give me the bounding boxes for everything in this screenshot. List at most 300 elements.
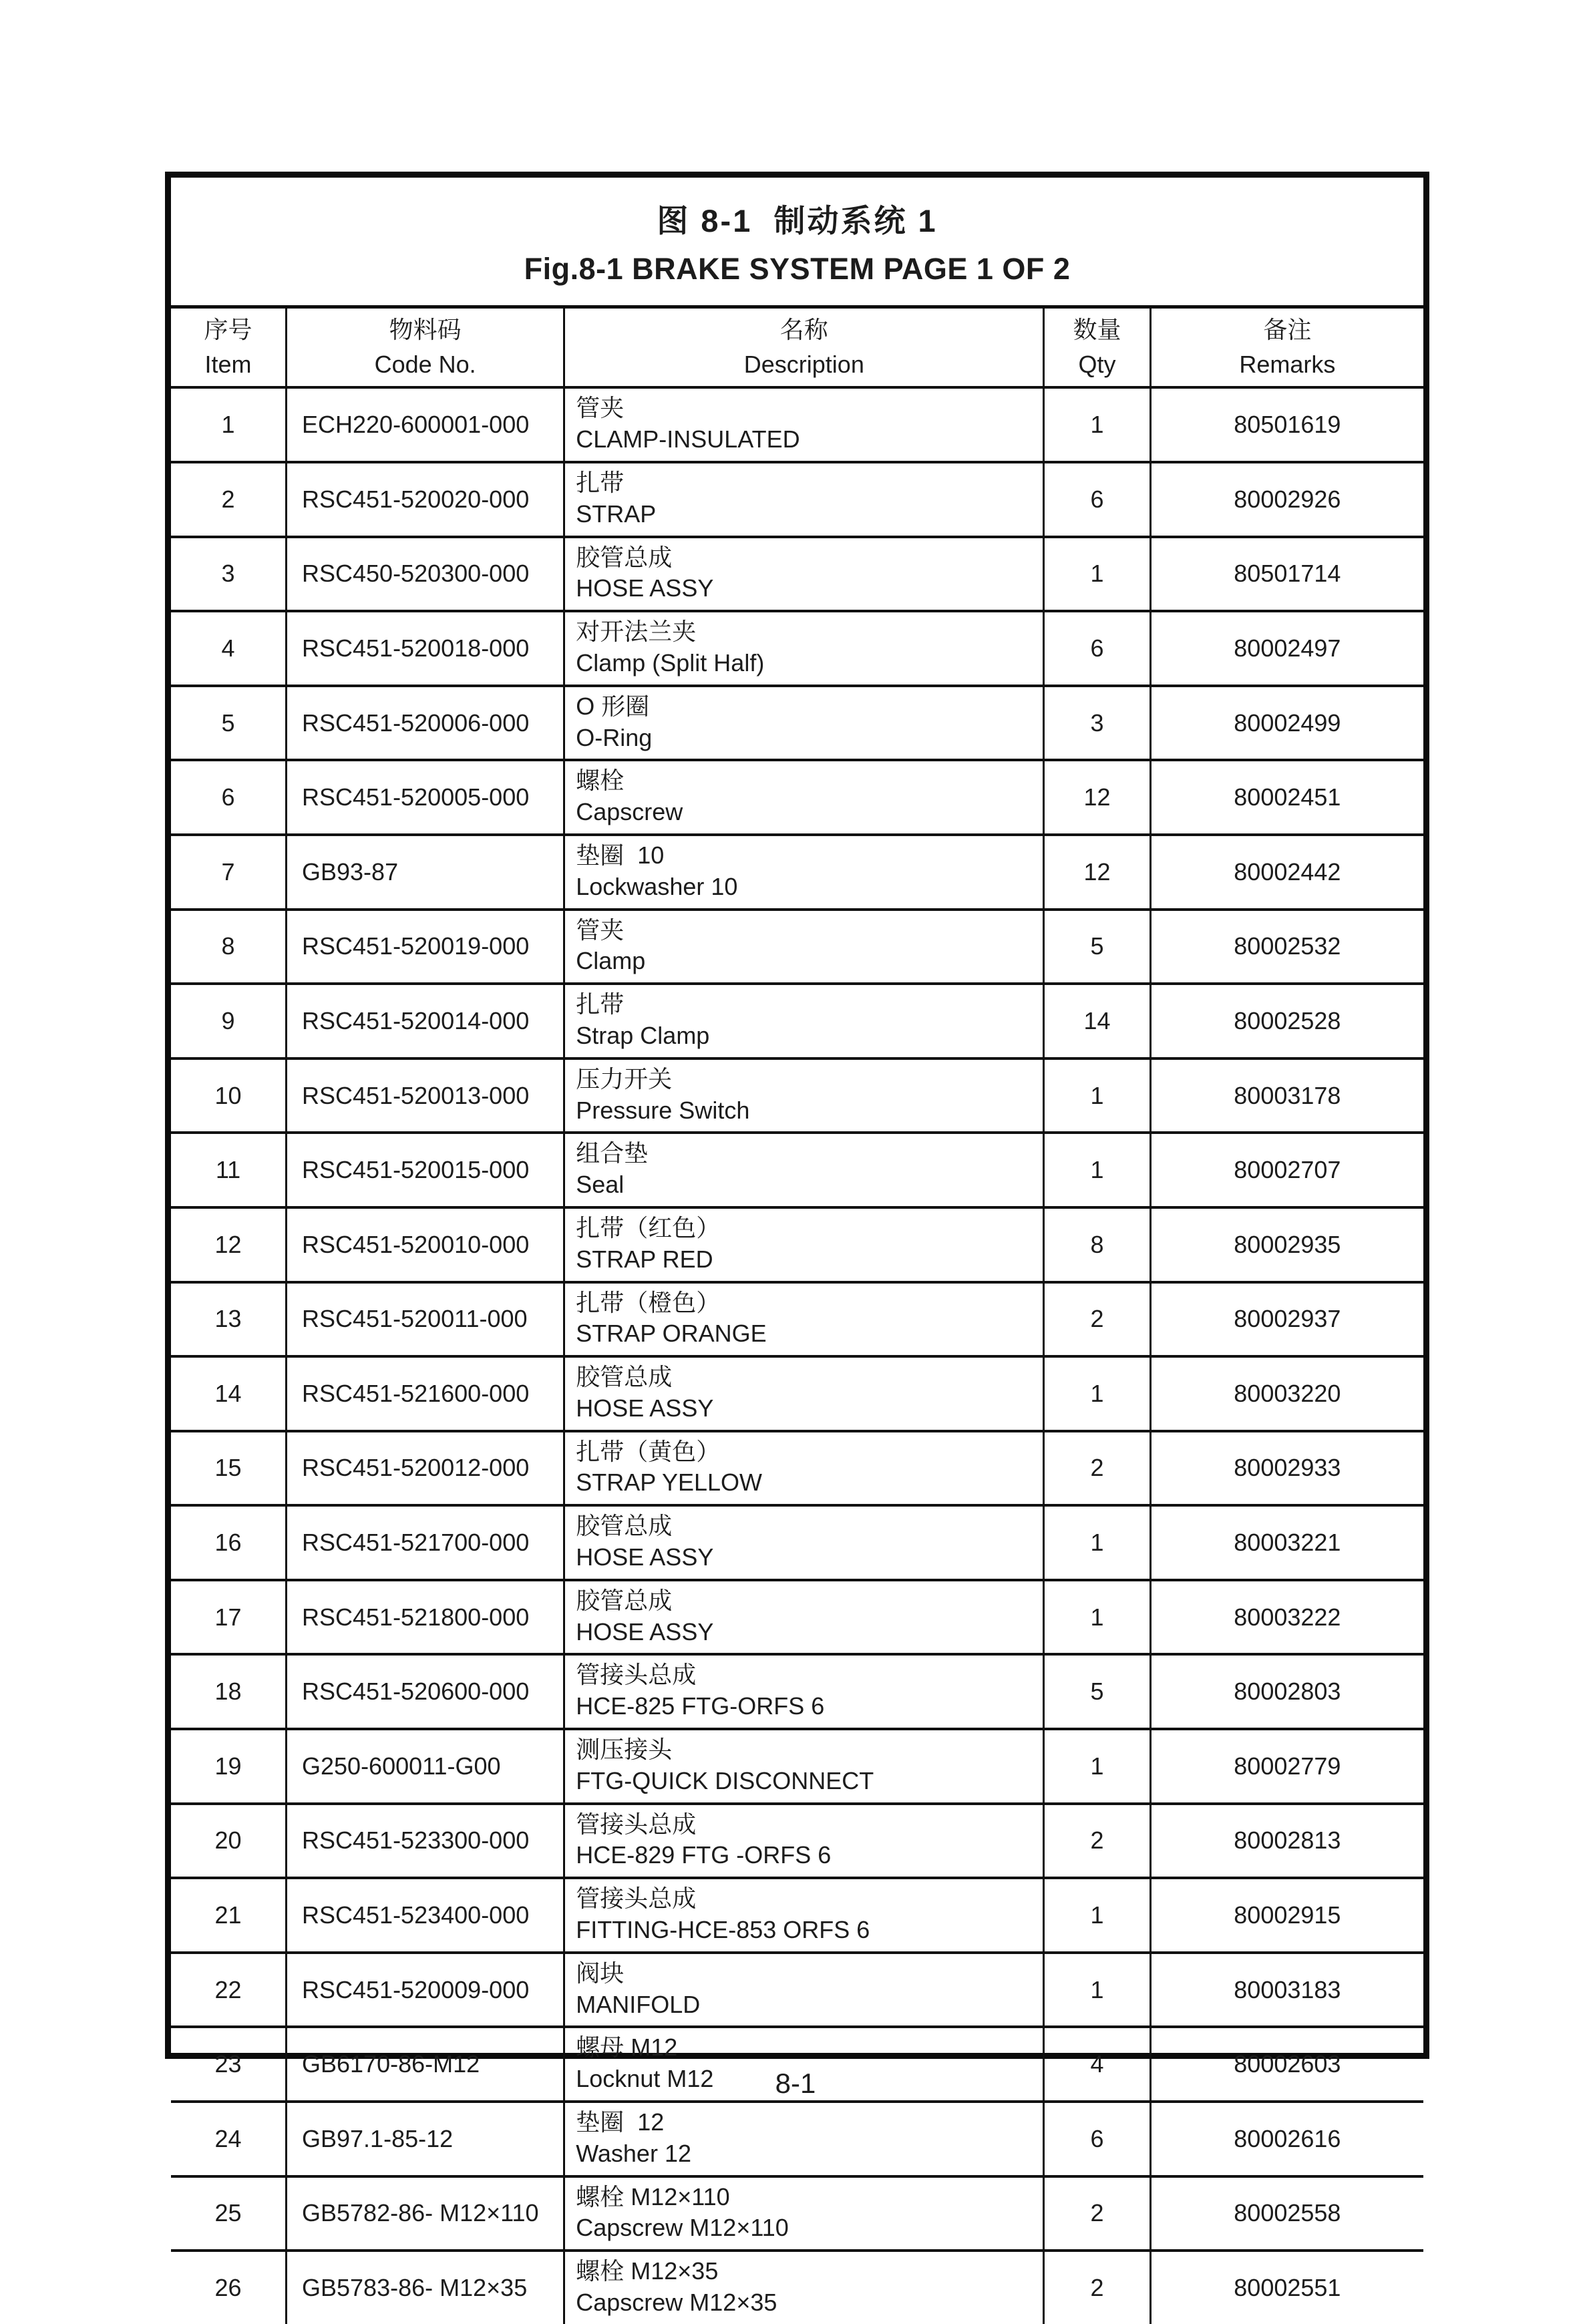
cell-qty <box>1044 760 1150 835</box>
cell-code-no <box>287 2176 564 2251</box>
qty-value: 1 <box>1090 411 1104 439</box>
cell-code-no <box>287 1654 564 1729</box>
description-english: HCE-829 FTG -ORFS 6 <box>576 1841 832 1869</box>
description-english: Clamp <box>576 947 646 975</box>
qty-value: 6 <box>1090 2124 1104 2152</box>
remarks-value: 80003178 <box>1234 1081 1341 1109</box>
cell-code-no <box>287 1058 564 1133</box>
description-english: HOSE ASSY <box>576 1394 714 1422</box>
qty-value: 2 <box>1090 1454 1104 1482</box>
cell-item-number <box>171 1953 287 2027</box>
code-no: RSC451-520011-000 <box>302 1305 528 1333</box>
cell-qty <box>1044 1953 1150 2027</box>
cell-item-number <box>171 1654 287 1729</box>
cell-description <box>564 686 1044 761</box>
cell-remarks <box>1150 1729 1423 1804</box>
item-number: 7 <box>221 857 235 886</box>
code-no: RSC450-520300-000 <box>302 560 530 588</box>
table-row <box>171 1133 1423 1207</box>
qty-value: 1 <box>1090 1603 1104 1631</box>
table-row <box>171 1580 1423 1655</box>
header-description <box>564 309 1044 387</box>
cell-description <box>564 1505 1044 1580</box>
header-row <box>171 309 1423 387</box>
table-row <box>171 686 1423 761</box>
description-english: STRAP <box>576 500 657 528</box>
cell-qty <box>1044 537 1150 612</box>
cell-description <box>564 611 1044 686</box>
cell-code-no <box>287 611 564 686</box>
parts-table-header <box>171 309 1423 387</box>
code-no: RSC451-520010-000 <box>302 1230 530 1258</box>
description-english: STRAP ORANGE <box>576 1320 767 1348</box>
description-chinese: 管接头总成 <box>576 1885 697 1913</box>
cell-item-number <box>171 1580 287 1655</box>
cell-qty <box>1044 1207 1150 1282</box>
code-no: ECH220-600001-000 <box>302 411 530 439</box>
cell-qty <box>1044 2102 1150 2176</box>
cell-remarks <box>1150 1133 1423 1207</box>
cell-code-no <box>287 1133 564 1207</box>
cell-item-number <box>171 462 287 537</box>
code-no: RSC451-520005-000 <box>302 783 530 811</box>
code-no: RSC451-520019-000 <box>302 932 530 960</box>
item-number: 1 <box>221 411 235 439</box>
cell-description <box>564 1654 1044 1729</box>
description-english: Capscrew <box>576 798 683 826</box>
cell-remarks <box>1150 2102 1423 2176</box>
code-no: GB93-87 <box>302 857 399 886</box>
cell-qty <box>1044 1356 1150 1431</box>
code-no: RSC451-523400-000 <box>302 1901 530 1929</box>
cell-description <box>564 1878 1044 1953</box>
cell-remarks <box>1150 1431 1423 1506</box>
header-description-en: Description <box>743 351 864 379</box>
item-number: 21 <box>214 1901 242 1929</box>
item-number: 3 <box>221 560 235 588</box>
cell-qty <box>1044 387 1150 462</box>
cell-qty <box>1044 984 1150 1058</box>
item-number: 6 <box>221 783 235 811</box>
qty-value: 2 <box>1090 1826 1104 1855</box>
qty-value: 5 <box>1090 1678 1104 1706</box>
cell-item-number <box>171 1207 287 1282</box>
cell-qty <box>1044 1804 1150 1879</box>
cell-remarks <box>1150 1878 1423 1953</box>
description-english: HOSE ASSY <box>576 1543 714 1571</box>
item-number: 20 <box>214 1826 242 1855</box>
cell-description <box>564 387 1044 462</box>
header-code-en: Code No. <box>374 351 476 379</box>
description-chinese: 扎带 <box>576 468 625 496</box>
table-row <box>171 2102 1423 2176</box>
table-row <box>171 1804 1423 1879</box>
qty-value: 3 <box>1090 709 1104 737</box>
cell-code-no <box>287 1505 564 1580</box>
cell-item-number <box>171 1133 287 1207</box>
description-english: STRAP RED <box>576 1245 713 1273</box>
item-number: 13 <box>214 1305 242 1333</box>
qty-value: 1 <box>1090 1975 1104 2003</box>
description-chinese: 阀块 <box>576 1959 625 1987</box>
table-row <box>171 1431 1423 1506</box>
cell-qty <box>1044 1878 1150 1953</box>
cell-item-number <box>171 1804 287 1879</box>
description-english: O-Ring <box>576 723 653 751</box>
remarks-value: 80003183 <box>1234 1975 1341 2003</box>
description-english: Washer 12 <box>576 2139 691 2167</box>
header-remarks-zh: 备注 <box>1263 316 1312 343</box>
cell-qty <box>1044 1580 1150 1655</box>
item-number: 10 <box>214 1081 242 1109</box>
qty-value: 1 <box>1090 1752 1104 1780</box>
qty-value: 12 <box>1083 783 1111 811</box>
cell-item-number <box>171 2176 287 2251</box>
remarks-value: 80003222 <box>1234 1603 1341 1631</box>
cell-remarks <box>1150 611 1423 686</box>
header-description-zh: 名称 <box>779 316 828 343</box>
description-english: MANIFOLD <box>576 1990 701 2018</box>
item-number: 25 <box>214 2199 242 2227</box>
code-no: RSC451-523300-000 <box>302 1826 530 1855</box>
remarks-value: 80002497 <box>1234 634 1341 662</box>
cell-item-number <box>171 537 287 612</box>
cell-description <box>564 537 1044 612</box>
description-english: Clamp (Split Half) <box>576 648 765 676</box>
header-qty-zh: 数量 <box>1073 316 1121 343</box>
item-number: 4 <box>221 634 235 662</box>
cell-remarks <box>1150 1953 1423 2027</box>
qty-value: 1 <box>1090 1081 1104 1109</box>
remarks-value: 80002616 <box>1234 2124 1341 2152</box>
description-chinese: 管接头总成 <box>576 1661 697 1689</box>
description-chinese: 胶管总成 <box>576 1586 673 1614</box>
cell-remarks <box>1150 1505 1423 1580</box>
table-row <box>171 984 1423 1058</box>
cell-code-no <box>287 387 564 462</box>
description-chinese: 管夹 <box>576 394 625 422</box>
cell-qty <box>1044 462 1150 537</box>
code-no: RSC451-520015-000 <box>302 1156 530 1184</box>
cell-code-no <box>287 1804 564 1879</box>
table-row <box>171 2176 1423 2251</box>
figure-title-english: Fig.8-1 BRAKE SYSTEM PAGE 1 OF 2 <box>524 252 1071 286</box>
code-no: RSC451-520600-000 <box>302 1678 530 1706</box>
item-number: 23 <box>214 2050 242 2078</box>
cell-qty <box>1044 1505 1150 1580</box>
table-row <box>171 387 1423 462</box>
cell-remarks <box>1150 910 1423 984</box>
cell-item-number <box>171 835 287 910</box>
cell-remarks <box>1150 984 1423 1058</box>
cell-qty <box>1044 1058 1150 1133</box>
description-chinese: 垫圈 10 <box>576 841 665 869</box>
qty-value: 1 <box>1090 560 1104 588</box>
code-no: RSC451-520009-000 <box>302 1975 530 2003</box>
cell-item-number <box>171 1282 287 1357</box>
cell-description <box>564 1804 1044 1879</box>
cell-code-no <box>287 686 564 761</box>
description-chinese: 组合垫 <box>576 1139 649 1167</box>
description-english: Capscrew M12×110 <box>576 2214 789 2242</box>
cell-code-no <box>287 2251 564 2324</box>
code-no: RSC451-521700-000 <box>302 1529 530 1557</box>
code-no: G250-600011-G00 <box>302 1752 501 1780</box>
cell-code-no <box>287 1282 564 1357</box>
cell-code-no <box>287 1431 564 1506</box>
cell-code-no <box>287 1729 564 1804</box>
code-no: GB5783-86- M12×35 <box>302 2274 528 2302</box>
cell-qty <box>1044 1654 1150 1729</box>
header-item-zh: 序号 <box>204 316 252 343</box>
cell-code-no <box>287 984 564 1058</box>
cell-code-no <box>287 910 564 984</box>
description-chinese: 测压接头 <box>576 1736 673 1764</box>
item-number: 11 <box>215 1156 241 1184</box>
remarks-value: 80003221 <box>1234 1529 1341 1557</box>
description-english: HOSE ASSY <box>576 574 714 602</box>
cell-item-number <box>171 984 287 1058</box>
remarks-value: 80002532 <box>1234 932 1341 960</box>
remarks-value: 80002779 <box>1234 1752 1341 1780</box>
qty-value: 2 <box>1090 2274 1104 2302</box>
cell-item-number <box>171 1058 287 1133</box>
item-number: 5 <box>221 709 235 737</box>
qty-value: 6 <box>1090 634 1104 662</box>
cell-remarks <box>1150 462 1423 537</box>
table-row <box>171 910 1423 984</box>
remarks-value: 80002442 <box>1234 857 1341 886</box>
cell-remarks <box>1150 1058 1423 1133</box>
table-row <box>171 611 1423 686</box>
remarks-value: 80002551 <box>1234 2274 1341 2302</box>
code-no: GB5782-86- M12×110 <box>302 2199 539 2227</box>
remarks-value: 80002603 <box>1234 2050 1341 2078</box>
cell-qty <box>1044 910 1150 984</box>
description-chinese: 胶管总成 <box>576 1363 673 1391</box>
table-row <box>171 1282 1423 1357</box>
qty-value: 6 <box>1090 485 1104 513</box>
description-english: HOSE ASSY <box>576 1617 714 1645</box>
description-chinese: 管接头总成 <box>576 1810 697 1838</box>
header-qty <box>1044 309 1150 387</box>
description-english: STRAP YELLOW <box>576 1469 763 1497</box>
cell-item-number <box>171 910 287 984</box>
cell-description <box>564 2102 1044 2176</box>
cell-item-number <box>171 387 287 462</box>
item-number: 22 <box>214 1975 242 2003</box>
qty-value: 1 <box>1090 1901 1104 1929</box>
cell-code-no <box>287 760 564 835</box>
description-chinese: 螺栓 M12×110 <box>576 2182 730 2210</box>
table-row <box>171 1058 1423 1133</box>
qty-value: 12 <box>1083 857 1111 886</box>
cell-qty <box>1044 611 1150 686</box>
table-row <box>171 1729 1423 1804</box>
remarks-value: 80002926 <box>1234 485 1341 513</box>
cell-description <box>564 1729 1044 1804</box>
description-chinese: 压力开关 <box>576 1064 673 1093</box>
description-english: HCE-825 FTG-ORFS 6 <box>576 1692 825 1720</box>
parts-table <box>171 309 1423 2324</box>
description-english: FITTING-HCE-853 ORFS 6 <box>576 1916 870 1944</box>
cell-code-no <box>287 537 564 612</box>
item-number: 18 <box>214 1678 242 1706</box>
table-row <box>171 1654 1423 1729</box>
code-no: GB97.1-85-12 <box>302 2124 454 2152</box>
code-no: RSC451-520014-000 <box>302 1006 530 1034</box>
remarks-value: 80002499 <box>1234 709 1341 737</box>
table-row <box>171 1505 1423 1580</box>
remarks-value: 80501714 <box>1234 560 1341 588</box>
cell-description <box>564 1133 1044 1207</box>
cell-qty <box>1044 2176 1150 2251</box>
qty-value: 5 <box>1090 932 1104 960</box>
code-no: RSC451-521800-000 <box>302 1603 530 1631</box>
table-row <box>171 1207 1423 1282</box>
table-row <box>171 1356 1423 1431</box>
remarks-value: 80002933 <box>1234 1454 1341 1482</box>
remarks-value: 80002813 <box>1234 1826 1341 1855</box>
cell-item-number <box>171 2102 287 2176</box>
description-english: Capscrew M12×35 <box>576 2289 777 2317</box>
cell-qty <box>1044 1729 1150 1804</box>
item-number: 17 <box>214 1603 242 1631</box>
cell-description <box>564 1058 1044 1133</box>
header-item <box>171 309 287 387</box>
qty-value: 1 <box>1090 1529 1104 1557</box>
cell-description <box>564 760 1044 835</box>
cell-qty <box>1044 1282 1150 1357</box>
qty-value: 1 <box>1090 1156 1104 1184</box>
qty-value: 1 <box>1090 1379 1104 1407</box>
cell-item-number <box>171 1505 287 1580</box>
table-row <box>171 1953 1423 2027</box>
cell-remarks <box>1150 1282 1423 1357</box>
description-english: Locknut M12 <box>576 2065 714 2093</box>
qty-value: 8 <box>1090 1230 1104 1258</box>
cell-remarks <box>1150 1654 1423 1729</box>
cell-code-no <box>287 1878 564 1953</box>
header-code-zh: 物料码 <box>389 316 462 343</box>
header-remarks-en: Remarks <box>1239 351 1336 379</box>
table-row <box>171 537 1423 612</box>
item-number: 16 <box>214 1529 242 1557</box>
cell-code-no <box>287 1580 564 1655</box>
description-english: Lockwasher 10 <box>576 872 738 900</box>
remarks-value: 80002937 <box>1234 1305 1341 1333</box>
description-english: FTG-QUICK DISCONNECT <box>576 1766 874 1794</box>
description-chinese: O 形圈 <box>576 692 650 720</box>
cell-code-no <box>287 1953 564 2027</box>
cell-code-no <box>287 835 564 910</box>
qty-value: 2 <box>1090 1305 1104 1333</box>
cell-item-number <box>171 1356 287 1431</box>
remarks-value: 80002558 <box>1234 2199 1341 2227</box>
cell-description <box>564 835 1044 910</box>
cell-remarks <box>1150 2251 1423 2324</box>
item-number: 9 <box>221 1006 235 1034</box>
cell-remarks <box>1150 686 1423 761</box>
cell-code-no <box>287 462 564 537</box>
cell-description <box>564 1431 1044 1506</box>
cell-qty <box>1044 835 1150 910</box>
table-row <box>171 835 1423 910</box>
description-chinese: 扎带（黄色） <box>576 1437 721 1465</box>
description-chinese: 胶管总成 <box>576 1512 673 1540</box>
description-chinese: 扎带（红色） <box>576 1213 721 1241</box>
code-no: RSC451-520020-000 <box>302 485 530 513</box>
cell-item-number <box>171 686 287 761</box>
cell-item-number <box>171 1878 287 1953</box>
qty-value: 4 <box>1090 2050 1104 2078</box>
remarks-value: 80002935 <box>1234 1230 1341 1258</box>
cell-description <box>564 2251 1044 2324</box>
item-number: 8 <box>221 932 235 960</box>
qty-value: 14 <box>1083 1006 1111 1034</box>
description-english: CLAMP-INSULATED <box>576 425 800 453</box>
cell-description <box>564 910 1044 984</box>
cell-description <box>564 1356 1044 1431</box>
description-chinese: 扎带（橙色） <box>576 1288 721 1316</box>
description-chinese: 螺栓 M12×35 <box>576 2257 719 2285</box>
cell-code-no <box>287 1356 564 1431</box>
header-item-en: Item <box>204 351 252 379</box>
cell-item-number <box>171 611 287 686</box>
cell-description <box>564 1953 1044 2027</box>
table-row <box>171 462 1423 537</box>
cell-remarks <box>1150 760 1423 835</box>
description-english: Seal <box>576 1171 625 1199</box>
cell-code-no <box>287 1207 564 1282</box>
description-chinese: 扎带 <box>576 990 625 1018</box>
code-no: RSC451-520006-000 <box>302 709 530 737</box>
item-number: 24 <box>214 2124 242 2152</box>
item-number: 15 <box>214 1454 242 1482</box>
remarks-value: 80501619 <box>1234 411 1341 439</box>
cell-description <box>564 984 1044 1058</box>
cell-qty <box>1044 2251 1150 2324</box>
cell-description <box>564 1207 1044 1282</box>
item-number: 12 <box>214 1230 242 1258</box>
cell-remarks <box>1150 1804 1423 1879</box>
cell-remarks <box>1150 1356 1423 1431</box>
description-chinese: 管夹 <box>576 916 625 944</box>
description-english: Pressure Switch <box>576 1096 750 1124</box>
parts-table-body <box>171 387 1423 2323</box>
cell-code-no <box>287 2102 564 2176</box>
cell-item-number <box>171 2251 287 2324</box>
remarks-value: 80002528 <box>1234 1006 1341 1034</box>
parts-list-frame <box>165 172 1429 2317</box>
cell-remarks <box>1150 2176 1423 2251</box>
code-no: RSC451-520018-000 <box>302 634 530 662</box>
remarks-value: 80002803 <box>1234 1678 1341 1706</box>
cell-qty <box>1044 1133 1150 1207</box>
description-chinese: 对开法兰夹 <box>576 618 697 646</box>
code-no: GB6170-86-M12 <box>302 2050 480 2078</box>
description-chinese: 垫圈 12 <box>576 2108 665 2136</box>
cell-item-number <box>171 760 287 835</box>
cell-remarks <box>1150 1580 1423 1655</box>
cell-description <box>564 462 1044 537</box>
cell-item-number <box>171 1729 287 1804</box>
item-number: 14 <box>214 1379 242 1407</box>
item-number: 26 <box>214 2274 242 2302</box>
description-english: Strap Clamp <box>576 1021 710 1049</box>
code-no: RSC451-520012-000 <box>302 1454 530 1482</box>
table-row <box>171 760 1423 835</box>
